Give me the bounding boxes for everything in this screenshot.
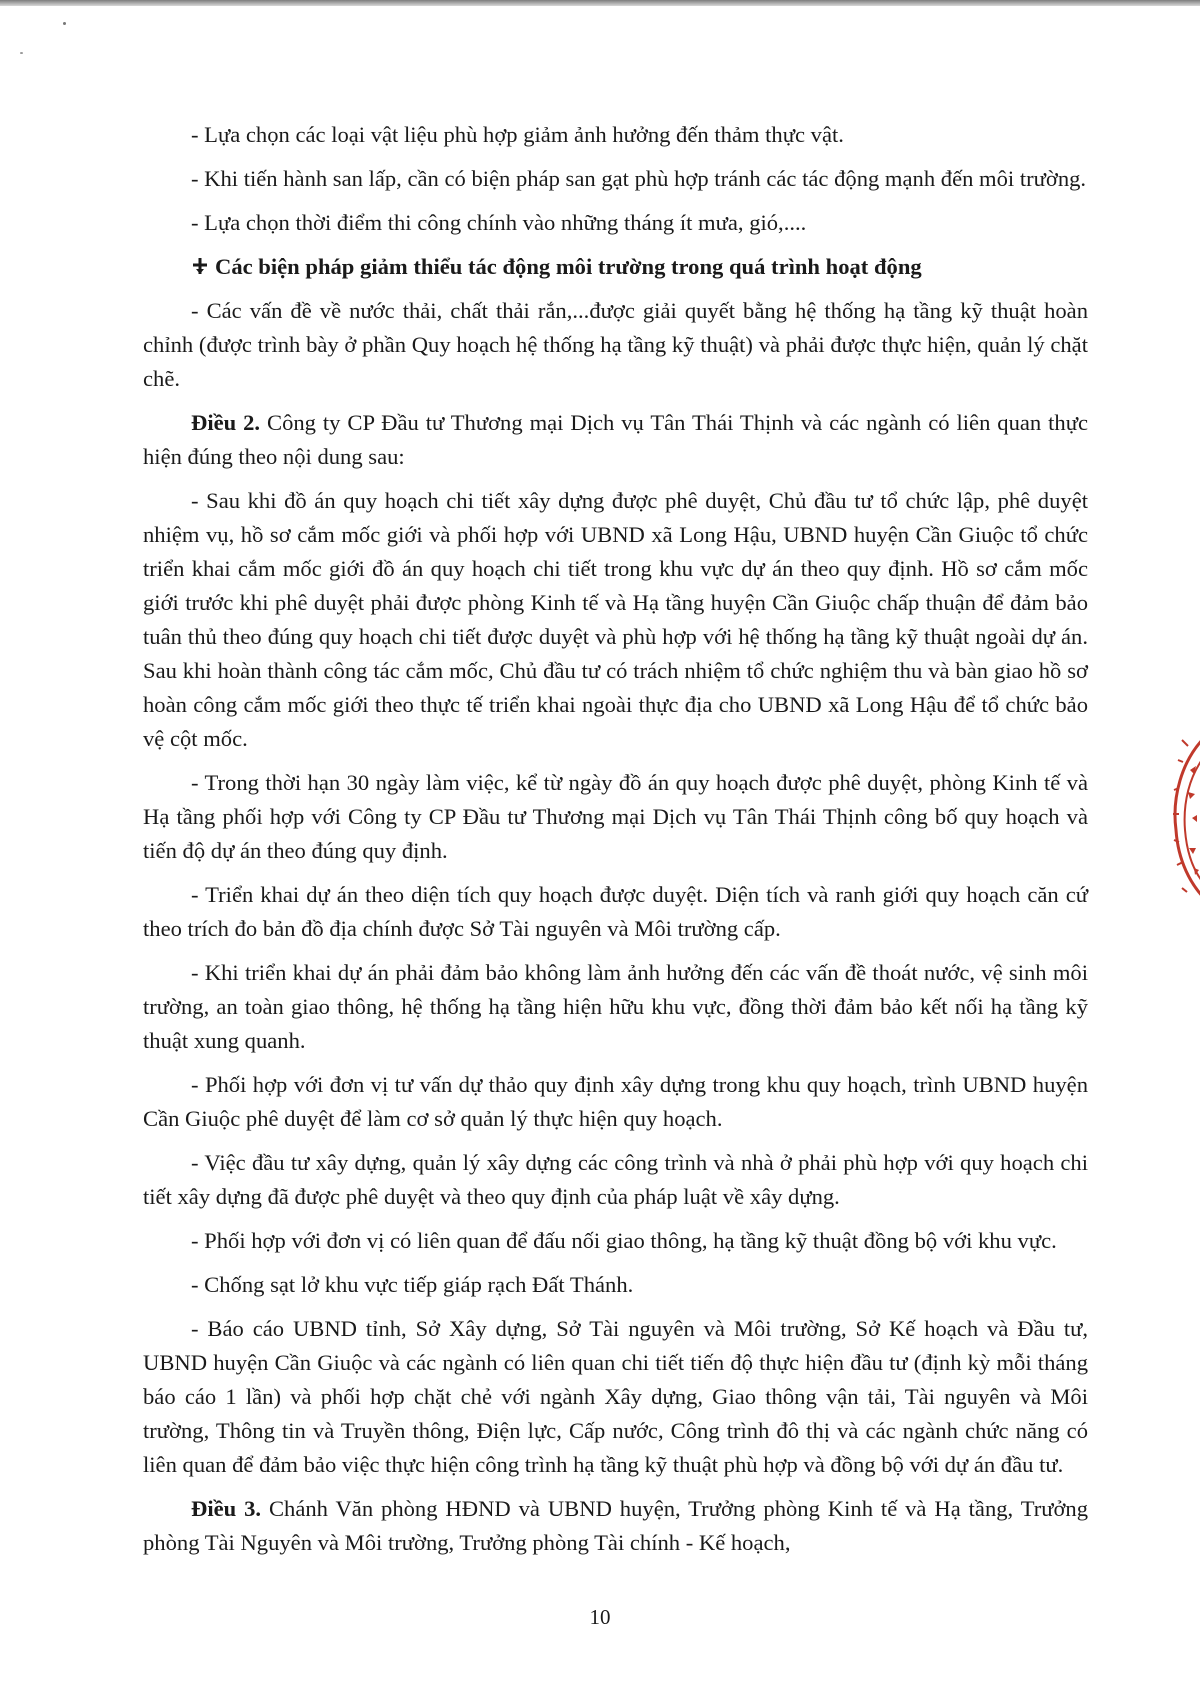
article-2 [143, 406, 1088, 474]
article-2-bullet: - Phối hợp với đơn vị tư vấn dự thảo quy định xây dựng trong khu quy hoạch, trình UBND huyện Cần Giuộc phê duyệt để làm cơ sở quản lý thực hiện quy hoạch. [143, 1072, 1088, 1131]
scan-speck [20, 52, 23, 54]
bullet-leveling: - Khi tiến hành san lấp, cần có biện pháp san gạt phù hợp tránh các tác động mạnh đến môi trường. [191, 166, 1087, 191]
article-2-bullet: - Triển khai dự án theo diện tích quy hoạch được duyệt. Diện tích và ranh giới quy hoạch căn cứ theo trích đo bản đồ địa chính được Sở Tài nguyên và Môi trường cấp. [143, 882, 1088, 941]
scan-top-edge [0, 0, 1200, 6]
article-2-bullet: - Trong thời hạn 30 ngày làm việc, kể từ ngày đồ án quy hoạch được phê duyệt, phòng Kinh tế và Hạ tầng phối hợp với Công ty CP Đầu tư Thương mại Dịch vụ Tân Thái Thịnh công bố quy hoạch và tiến độ dự án theo đúng quy định. [143, 770, 1088, 863]
section-heading [191, 250, 1088, 284]
scan-speck [63, 22, 66, 25]
section-heading-text: Các biện pháp giảm thiểu tác động môi trường trong quá trình hoạt động [215, 254, 922, 279]
bullet-timing: - Lựa chọn thời điểm thi công chính vào những tháng ít mưa, gió,.... [191, 210, 807, 235]
article-3-label: Điều 3. [191, 1496, 262, 1521]
article-2-text: Công ty CP Đầu tư Thương mại Dịch vụ Tân Thái Thịnh và các ngành có liên quan thực hiện đúng theo nội dung sau: [143, 410, 1089, 469]
article-2-bullet: - Báo cáo UBND tỉnh, Sở Xây dựng, Sở Tài nguyên và Môi trường, Sở Kế hoạch và Đầu tư, UBND huyện Cần Giuộc và các ngành có liên quan chi tiết tiến độ thực hiện đầu tư (định kỳ mỗi tháng báo cáo 1 lần) và phối hợp chặt chẻ với ngành Xây dựng, Giao thông vận tải, Tài nguyên và Môi trường, Thông tin và Truyền thông, Điện lực, Cấp nước, Công trình đô thị và các ngành chức năng có liên quan để đảm bảo việc thực hiện công trình hạ tầng kỹ thuật phù hợp và đồng bộ với dự án đầu tư. [143, 1316, 1088, 1477]
article-2-bullet: - Việc đầu tư xây dựng, quản lý xây dựng các công trình và nhà ở phải phù hợp với quy hoạch chi tiết xây dựng đã được phê duyệt và theo quy định của pháp luật về xây dựng. [143, 1150, 1088, 1209]
article-2-bullet: - Phối hợp với đơn vị có liên quan để đấu nối giao thông, hạ tầng kỹ thuật đồng bộ với khu vực. [191, 1228, 1057, 1253]
page-number: 10 [589, 1605, 611, 1629]
document-body [143, 118, 1088, 1560]
article-2-bullet: - Sau khi đồ án quy hoạch chi tiết xây dựng được phê duyệt, Chủ đầu tư tổ chức lập, phê duyệt nhiệm vụ, hồ sơ cắm mốc giới và phối hợp với UBND xã Long Hậu, UBND huyện Cần Giuộc tổ chức triển khai cắm mốc giới đồ án quy hoạch chi tiết trong khu vực dự án theo quy định. Hồ sơ cắm mốc giới trước khi phê duyệt phải được phòng Kinh tế và Hạ tầng huyện Cần Giuộc chấp thuận để đảm bảo tuân thủ theo đúng quy hoạch chi tiết được duyệt và phù hợp với hệ thống hạ tầng kỹ thuật ngoài dự án. Sau khi hoàn thành công tác cắm mốc, Chủ đầu tư có trách nhiệm tổ chức nghiệm thu và bàn giao hồ sơ hoàn công cắm mốc giới theo thực tế triển khai ngoài thực địa cho UBND xã Long Hậu để tổ chức bảo vệ cột mốc. [143, 488, 1088, 751]
bullet-waste: - Các vấn đề về nước thải, chất thải rắn,...được giải quyết bằng hệ thống hạ tầng kỹ thuật hoàn chỉnh (được trình bày ở phần Quy hoạch hệ thống hạ tầng kỹ thuật) và phải được thực hiện, quản lý chặt chẽ. [143, 298, 1088, 391]
article-3 [143, 1492, 1088, 1560]
bullet-materials: - Lựa chọn các loại vật liệu phù hợp giảm ảnh hưởng đến thảm thực vật. [191, 122, 844, 147]
article-3-text: Chánh Văn phòng HĐND và UBND huyện, Trưởng phòng Kinh tế và Hạ tầng, Trưởng phòng Tài Nguyên và Môi trường, Trưởng phòng Tài chính - Kế hoạch, [143, 1496, 1089, 1555]
cross-arrow-icon [191, 257, 209, 275]
red-seal-fragment [1168, 730, 1200, 905]
article-2-label: Điều 2. [191, 410, 261, 435]
article-2-bullet: - Chống sạt lở khu vực tiếp giáp rạch Đất Thánh. [191, 1272, 634, 1297]
article-2-bullet: - Khi triển khai dự án phải đảm bảo không làm ảnh hưởng đến các vấn đề thoát nước, vệ sinh môi trường, an toàn giao thông, hệ thống hạ tầng hiện hữu khu vực, đồng thời đảm bảo kết nối hạ tầng kỹ thuật xung quanh. [143, 960, 1088, 1053]
